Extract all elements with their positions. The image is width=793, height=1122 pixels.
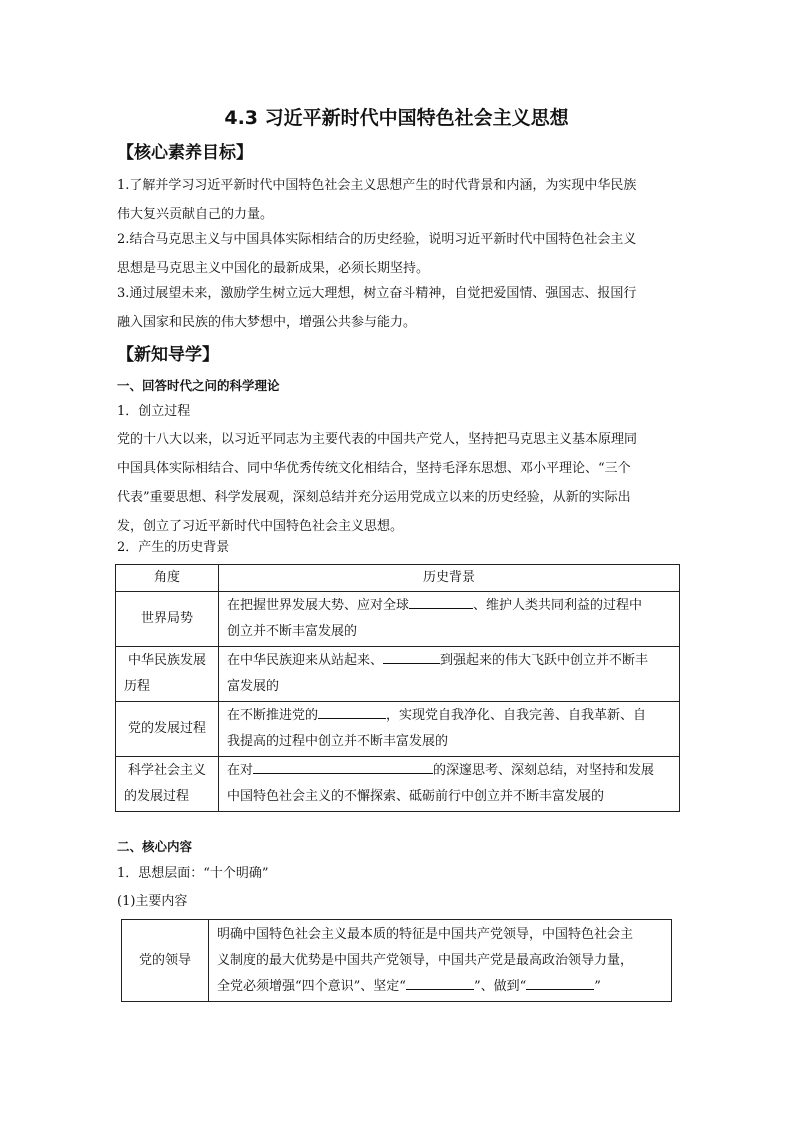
background-table <box>115 564 680 812</box>
table-row <box>122 920 672 1002</box>
text-segment: ” <box>594 978 601 994</box>
row-background-line <box>227 648 671 674</box>
row-angle-text: 科学社会主义 <box>127 763 206 778</box>
row-background-line: 创立并不断丰富发展的 <box>227 624 358 639</box>
goal-item-1-line-1: 1.了解并学习习近平新时代中国特色社会主义思想产生的时代背景和内涵，为实现中华民族 <box>117 178 637 193</box>
row-angle-text: 的发展过程 <box>124 789 190 804</box>
blank-line <box>383 649 440 664</box>
main-content-label: (1)主要内容 <box>117 894 188 909</box>
row-background-line <box>227 593 671 619</box>
row-background-line: 我提高的过程中创立并不断丰富发展的 <box>227 734 449 749</box>
table-row <box>116 592 680 647</box>
table-row <box>116 757 680 812</box>
row-background <box>219 647 680 702</box>
creation-line-2: 中国具体实际相结合、同中华优秀传统文化相结合，坚持毛泽东思想、邓小平理论、“三个 <box>117 461 631 476</box>
goal-item-3 <box>117 279 636 337</box>
row-angle <box>116 592 219 647</box>
text-segment: 、维护人类共同利益的过程中 <box>473 598 643 613</box>
leadership-line-3 <box>217 974 663 1000</box>
creation-line-1: 党的十八大以来，以习近平同志为主要代表的中国共产党人，坚持把马克思主义基本原理同 <box>117 432 638 447</box>
row-background <box>219 757 680 812</box>
page-title: 4.3 习近平新时代中国特色社会主义思想 <box>224 107 569 129</box>
creation-paragraph <box>117 425 637 541</box>
goal-item-2-line-1: 2.结合马克思主义与中国具体实际相结合的历史经验，说明习近平新时代中国特色社会主义 <box>117 232 637 247</box>
section-heading-goals: 【核心素养目标】 <box>117 143 253 163</box>
row-background-line <box>227 703 671 729</box>
text-segment: 到强起来的伟大飞跃中创立并不断丰 <box>440 653 649 668</box>
table-header-angle: 角度 <box>116 565 219 592</box>
row-angle <box>116 647 219 702</box>
text-segment: 全党必须增强“四个意识”、坚定“ <box>217 978 406 994</box>
row-background-line <box>227 758 671 784</box>
row-angle <box>116 757 219 812</box>
blank-line <box>409 594 473 609</box>
part2-heading: 二、核心内容 <box>117 839 193 854</box>
row-angle-text: 世界局势 <box>140 611 193 626</box>
blank-line <box>526 975 594 990</box>
goal-item-2-line-2: 思想是马克思主义中国化的最新成果，必须长期坚持。 <box>117 261 430 276</box>
item-background-label: 2．产生的历史背景 <box>117 540 230 555</box>
creation-line-3: 代表”重要思想、科学发展观，深刻总结并充分运用党成立以来的历史经验，从新的实际出 <box>117 490 631 505</box>
blank-line <box>406 975 474 990</box>
item-creation-label: 1．创立过程 <box>117 404 191 419</box>
row-background-line: 中国特色社会主义的不懈探索、砥砺前行中创立并不断丰富发展的 <box>227 789 605 804</box>
leadership-label: 党的领导 <box>122 920 209 1002</box>
leadership-content <box>209 920 672 1002</box>
leadership-line-1: 明确中国特色社会主义最本质的特征是中国共产党领导，中国特色社会主 <box>217 926 634 942</box>
text-segment: 在中华民族迎来从站起来、 <box>227 653 384 668</box>
row-background-line: 富发展的 <box>227 679 280 694</box>
thought-level-label: 1．思想层面：“十个明确” <box>117 866 269 881</box>
text-segment: 在把握世界发展大势、应对全球 <box>227 598 410 613</box>
table-row <box>116 647 680 702</box>
row-angle <box>116 702 219 757</box>
goal-item-3-line-1: 3.通过展望未来，激励学生树立远大理想，树立奋斗精神，自觉把爱国情、强国志、报国行 <box>117 286 637 301</box>
text-segment: ”、做到“ <box>473 978 527 994</box>
goal-item-1-line-2: 伟大复兴贡献自己的力量。 <box>117 207 274 222</box>
row-background <box>219 702 680 757</box>
table-header-background: 历史背景 <box>219 565 680 592</box>
row-angle-text: 党的发展过程 <box>127 721 206 736</box>
blank-line <box>253 759 433 774</box>
blank-line <box>318 704 386 719</box>
goal-item-3-line-2: 融入国家和民族的伟大梦想中，增强公共参与能力。 <box>117 315 417 330</box>
goal-item-2 <box>117 225 636 283</box>
text-segment: ，实现党自我净化、自我完善、自我革新、自 <box>386 708 647 723</box>
part1-heading: 一、回答时代之问的科学理论 <box>117 378 280 393</box>
leadership-table <box>121 919 672 1002</box>
leadership-line-2: 义制度的最大优势是中国共产党领导，中国共产党是最高政治领导力量， <box>217 952 634 968</box>
row-angle-text: 中华民族发展 <box>127 653 206 668</box>
section-heading-new-knowledge: 【新知导学】 <box>117 345 219 365</box>
creation-line-4: 发，创立了习近平新时代中国特色社会主义思想。 <box>117 519 404 534</box>
text-segment: 在对 <box>227 763 254 778</box>
table-row <box>116 702 680 757</box>
row-angle-text: 历程 <box>124 679 151 694</box>
text-segment: 在不断推进党的 <box>227 708 319 723</box>
text-segment: 的深邃思考、深刻总结，对坚持和发展 <box>433 763 655 778</box>
row-background <box>219 592 680 647</box>
table-header-row <box>116 565 680 592</box>
goal-item-1 <box>117 171 636 229</box>
